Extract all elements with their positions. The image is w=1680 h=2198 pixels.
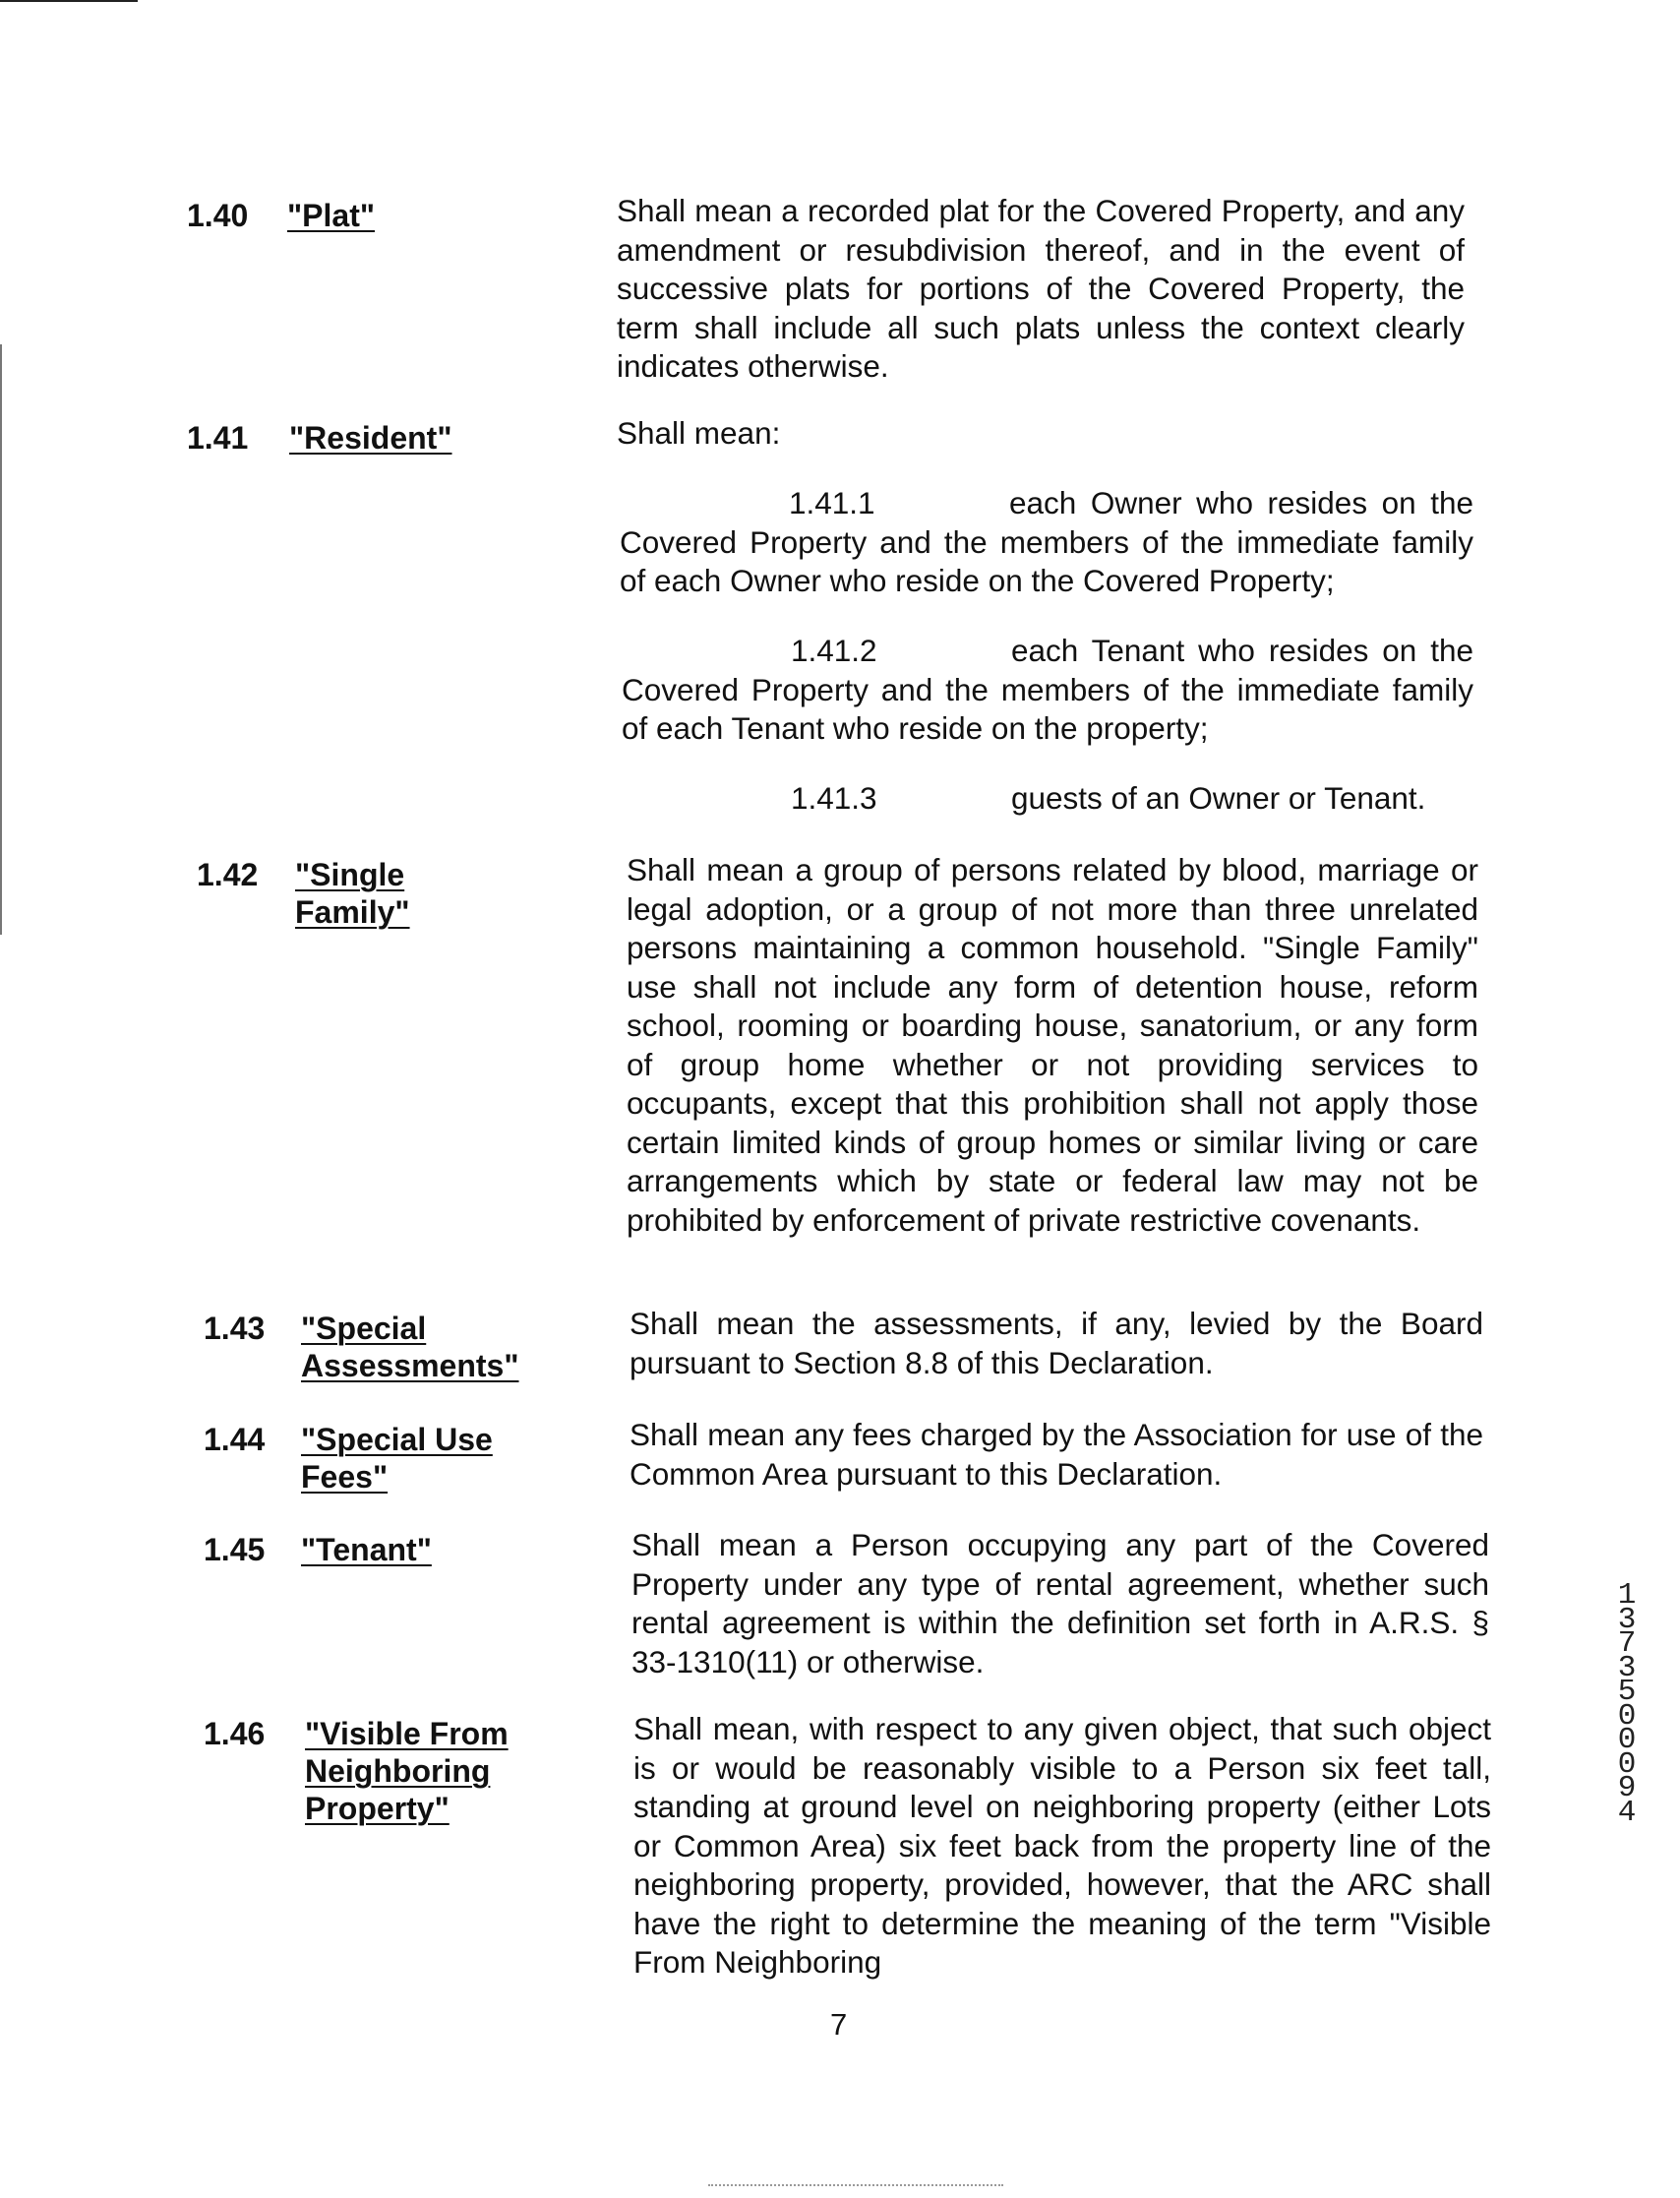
- resident-subitem: [622, 632, 1473, 749]
- subitem-text: guests of an Owner or Tenant.: [1011, 780, 1426, 816]
- subitem-number: 1.41.1: [789, 485, 875, 520]
- defined-term: "Single Family": [295, 857, 410, 930]
- definition-text: Shall mean, with respect to any given object, that such object is or would be reasonably visible to a Person six feet tall, standing at ground level on neighboring property (either Lots or Common Area) six feet back from the property line of the neighboring property, provided, however, that the ARC shall have the right to determine the meaning of the term "Visible From Neighboring: [633, 1711, 1491, 1980]
- defined-term: "Visible From Neighboring Property": [305, 1716, 509, 1826]
- section-number: 1.43: [204, 1311, 266, 1346]
- defined-term: "Special Use Fees": [301, 1422, 493, 1495]
- defined-term: "Tenant": [301, 1532, 432, 1567]
- section-number: 1.44: [204, 1422, 266, 1457]
- section-number: 1.45: [204, 1532, 266, 1567]
- definition-text: Shall mean:: [617, 415, 781, 451]
- subitem-text: each Owner who resides on the Covered Property and the members of the immediate family of each Owner who reside on the Covered Property;: [620, 485, 1473, 598]
- document-stamp: 13735 00094: [1617, 1578, 1637, 1830]
- section-number: 1.46: [204, 1716, 266, 1751]
- resident-subitem: [622, 779, 1473, 819]
- definition-text: Shall mean a Person occupying any part of the Covered Property under any type of rental agreement, whether such rental agreement is within the definition set forth in A.R.S. § 33-1310(11) or otherwise.: [631, 1527, 1489, 1679]
- defined-term: "Special Assessments": [301, 1311, 519, 1383]
- definition-text: Shall mean any fees charged by the Association for use of the Common Area pursuant to this Declaration.: [630, 1417, 1483, 1492]
- scan-edge-mark: [0, 344, 2, 935]
- definition-text: Shall mean the assessments, if any, levied by the Board pursuant to Section 8.8 of this Declaration.: [630, 1306, 1483, 1380]
- definition-text: Shall mean a recorded plat for the Covered Property, and any amendment or resubdivision thereof, and in the event of successive plats for portions of the Covered Property, the term shall include all such plats unless the context clearly indicates otherwise.: [617, 193, 1465, 384]
- subitem-number: 1.41.3: [791, 780, 877, 816]
- resident-subitem: [620, 484, 1473, 601]
- defined-term: "Plat": [287, 198, 376, 233]
- section-number: 1.41: [187, 420, 249, 456]
- definition-text: Shall mean a group of persons related by blood, marriage or legal adoption, or a group of not more than three unrelated persons maintaining a common household. "Single Family" use shall not include any form of detention house, reform school, rooming or boarding house, sanatorium, or any form of group home whether or not providing services to occupants, except that this prohibition shall not apply those certain limited kinds of group homes or similar living or care arrangements which by state or federal law may not be prohibited by enforcement of private restrictive covenants.: [627, 852, 1478, 1238]
- scan-edge-mark: [708, 2184, 1003, 2187]
- defined-term: "Resident": [289, 420, 452, 456]
- section-number: 1.40: [187, 198, 249, 233]
- subitem-number: 1.41.2: [791, 633, 877, 668]
- section-number: 1.42: [197, 857, 259, 892]
- subitem-text: each Tenant who resides on the Covered Property and the members of the immediate family of each Tenant who reside on the property;: [622, 633, 1473, 746]
- scan-edge-mark: [0, 0, 138, 2]
- page-number: 7: [830, 2007, 848, 2042]
